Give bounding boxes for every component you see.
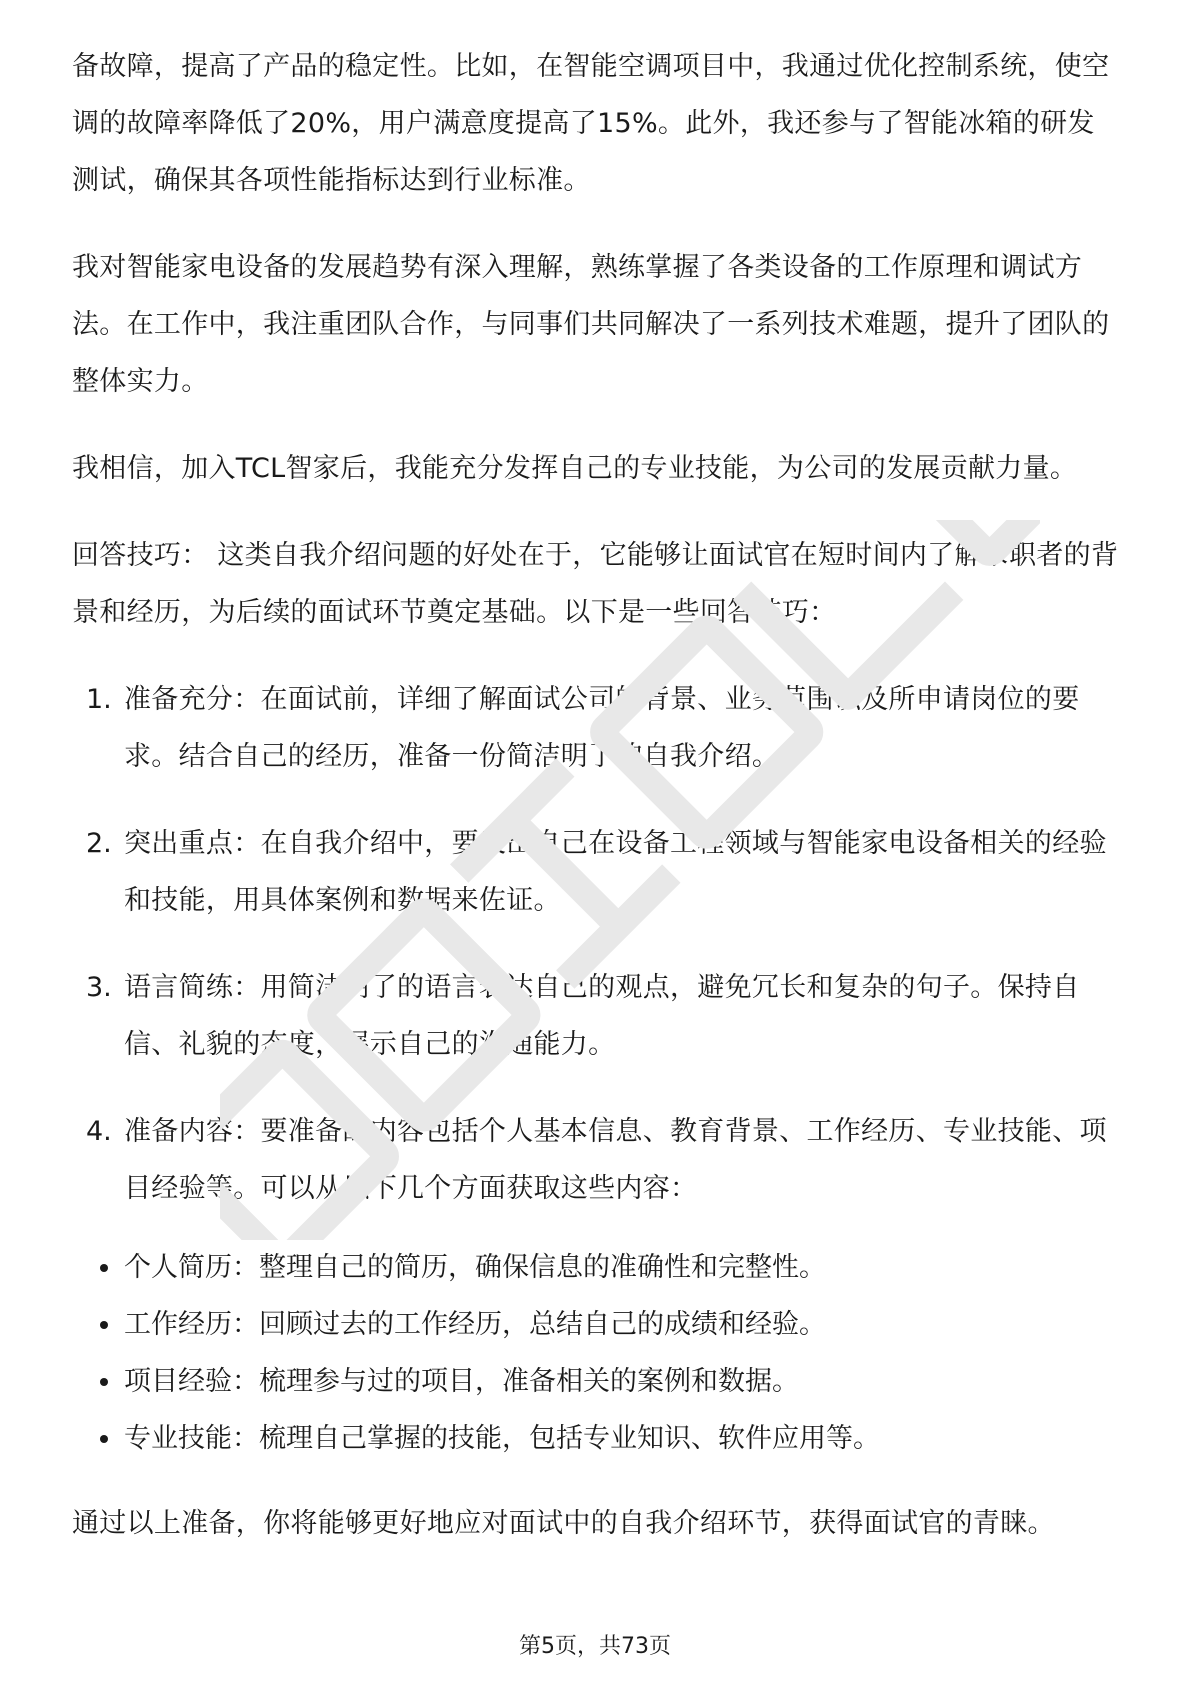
bullet-text: 项目经验：梳理参与过的项目，准备相关的案例和数据。 <box>124 1366 799 1397</box>
bullet-item <box>72 1296 1122 1353</box>
bullet-dot-icon <box>100 1264 108 1272</box>
bullet-text: 专业技能：梳理自己掌握的技能，包括专业知识、软件应用等。 <box>124 1423 880 1454</box>
list-item-text: 准备内容：要准备的内容包括个人基本信息、教育背景、工作经历、专业技能、项目经验等。可以从以下几个方面获取这些内容： <box>124 1116 1107 1204</box>
bullet-dot-icon <box>100 1435 108 1443</box>
bullet-item <box>72 1410 1122 1467</box>
bullet-dot-icon <box>100 1321 108 1329</box>
list-item <box>72 671 1122 785</box>
list-item-text: 突出重点：在自我介绍中，要突出自己在设备工程领域与智能家电设备相关的经验和技能，用具体案例和数据来佐证。 <box>124 828 1107 916</box>
list-number: 3. <box>86 972 112 1003</box>
tips-intro: 回答技巧： 这类自我介绍问题的好处在于，它能够让面试官在短时间内了解求职者的背景和经历，为后续的面试环节奠定基础。以下是一些回答技巧： <box>72 540 1119 628</box>
list-number: 4. <box>86 1116 112 1147</box>
list-item <box>72 815 1122 929</box>
bullet-item <box>72 1239 1122 1296</box>
bullet-item <box>72 1353 1122 1410</box>
paragraph: 我对智能家电设备的发展趋势有深入理解，熟练掌握了各类设备的工作原理和调试方法。在工作中，我注重团队合作，与同事们共同解决了一系列技术难题，提升了团队的整体实力。 <box>72 252 1110 397</box>
page-number: 第5页，共73页 <box>519 1634 671 1659</box>
list-item-text: 语言简练：用简洁明了的语言表达自己的观点，避免冗长和复杂的句子。保持自信、礼貌的态度，展示自己的沟通能力。 <box>124 972 1080 1060</box>
list-number: 2. <box>86 828 112 859</box>
tips-list <box>72 671 1122 1217</box>
paragraph: 我相信，加入TCL智家后，我能充分发挥自己的专业技能，为公司的发展贡献力量。 <box>72 453 1078 484</box>
content-sources-list <box>72 1239 1122 1467</box>
bullet-text: 工作经历：回顾过去的工作经历，总结自己的成绩和经验。 <box>124 1309 826 1340</box>
paragraph: 备故障，提高了产品的稳定性。比如，在智能空调项目中，我通过优化控制系统，使空调的故障率降低了20%，用户满意度提高了15%。此外，我还参与了智能冰箱的研发测试，确保其各项性能指标达到行业标准。 <box>72 51 1110 196</box>
list-number: 1. <box>86 684 112 715</box>
document-body <box>72 38 1122 1552</box>
bullet-text: 个人简历：整理自己的简历，确保信息的准确性和完整性。 <box>124 1252 826 1283</box>
bullet-dot-icon <box>100 1378 108 1386</box>
list-item <box>72 959 1122 1073</box>
closing-paragraph: 通过以上准备，你将能够更好地应对面试中的自我介绍环节，获得面试官的青睐。 <box>72 1508 1055 1539</box>
list-item <box>72 1103 1122 1217</box>
list-item-text: 准备充分：在面试前，详细了解面试公司的背景、业务范围以及所申请岗位的要求。结合自己的经历，准备一份简洁明了的自我介绍。 <box>124 684 1080 772</box>
